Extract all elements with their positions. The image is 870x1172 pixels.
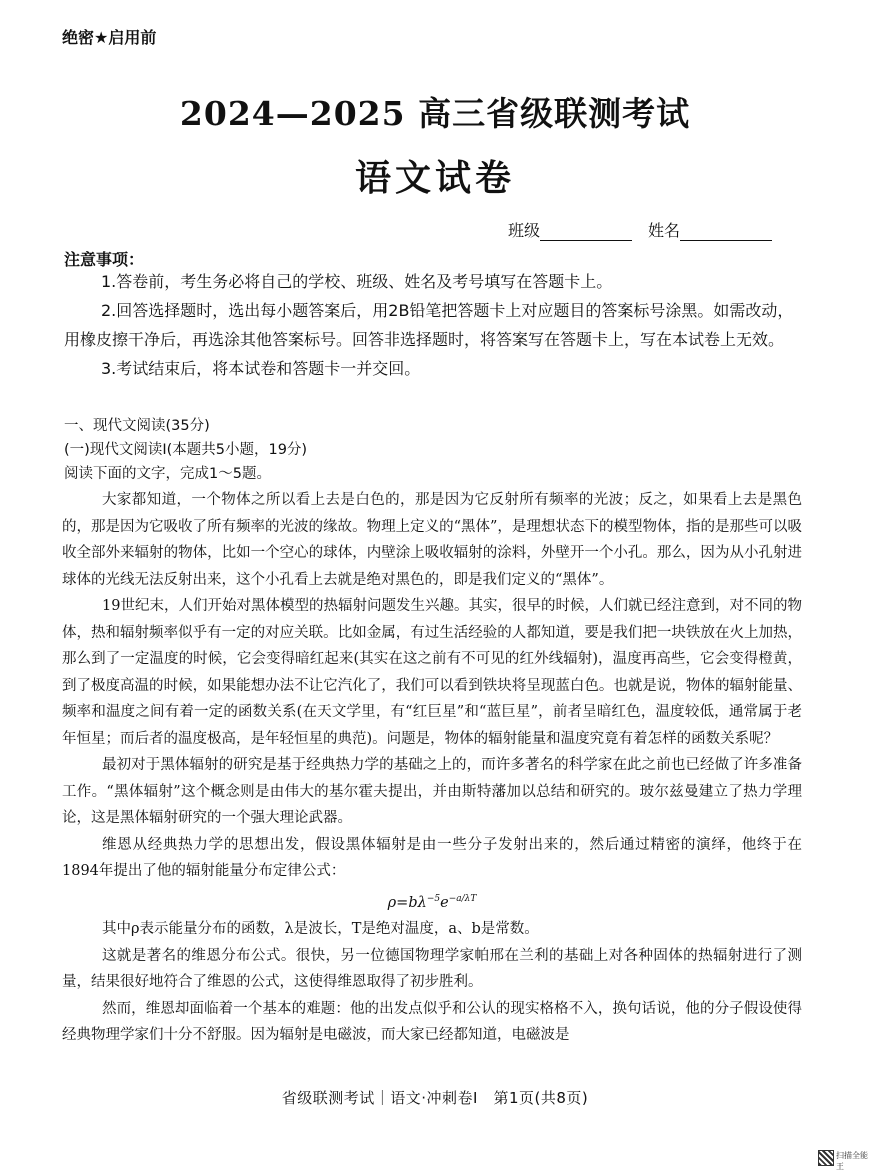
notice-list — [64, 267, 802, 383]
passage-paragraph: 大家都知道，一个物体之所以看上去是白色的，那是因为它反射所有频率的光波；反之，如果看上去是黑色的，那是因为它吸收了所有频率的光波的缘故。物理上定义的“黑体”，是理想状态下的模型物体，指的是那些可以吸收全部外来辐射的物体，比如一个空心的球体，内壁涂上吸收辐射的涂料，外壁开一个小孔。那么，因为从小孔射进球体的光线无法反射出来，这个小孔看上去就是绝对黑色的，即是我们定义的“黑体”。 — [62, 492, 802, 588]
confidential-label: 绝密★启用前 — [62, 28, 157, 47]
scanner-watermark: 扫描全能王 — [836, 1151, 868, 1171]
qr-code-icon — [818, 1150, 834, 1166]
student-info-row — [508, 218, 788, 241]
section-heading: 一、现代文阅读(35分) — [64, 418, 210, 434]
class-label: 班级 — [508, 221, 541, 240]
passage-paragraph: 维恩从经典热力学的思想出发，假设黑体辐射是由一些分子发射出来的，然后通过精密的演绎，他终于在1894年提出了他的辐射能量分布定律公式： — [62, 836, 802, 879]
passage-paragraph: 这就是著名的维恩分布公式。很快，另一位德国物理学家帕邢在兰利的基础上对各种固体的热辐射进行了测量，结果很好地符合了维恩的公式，这使得维恩取得了初步胜利。 — [62, 947, 802, 991]
notice-item: 2.回答选择题时，选出每小题答案后，用2B铅笔把答题卡上对应题目的答案标号涂黑。如需改动，用橡皮擦干净后，再选涂其他答案标号。回答非选择题时，将答案写在答题卡上，写在本试卷上无效。 — [64, 301, 794, 349]
name-label: 姓名 — [648, 221, 681, 240]
notice-item: 3.考试结束后，将本试卷和答题卡一并交回。 — [101, 359, 421, 378]
passage-paragraph: 其中ρ表示能量分布的函数，λ是波长，T是绝对温度，a、b是常数。 — [102, 921, 539, 938]
reading-passage — [62, 487, 802, 1049]
subsection-heading: (一)现代文阅读Ⅰ(本题共5小题，19分) — [64, 442, 308, 458]
subject-title: 语文试卷 — [354, 157, 515, 199]
name-blank — [680, 224, 772, 241]
wien-formula: $\rho=b\lambda^{-5}e^{-a/\lambda T}$ — [387, 893, 477, 911]
page-footer: 省级联测考试｜语文·冲刺卷Ⅰ 第1页(共8页) — [281, 1089, 589, 1107]
notice-item: 1.答卷前，考生务必将自己的学校、班级、姓名及考号填写在答题卡上。 — [101, 272, 613, 291]
exam-title: 2024—2025 高三省级联测考试 — [179, 94, 691, 133]
passage-paragraph: 19世纪末，人们开始对黑体模型的热辐射问题发生兴趣。其实，很早的时候，人们就已经注意到，对不同的物体，热和辐射频率似乎有一定的对应关联。比如金属，有过生活经验的人都知道，要是我们把一块铁放在火上加热，那么到了一定温度的时候，它会变得暗红起来(其实在这之前有不可见的红外线辐射)，温度再高些，它会变得橙黄，到了极度高温的时候，如果能想办法不让它汽化了，我们可以看到铁块将呈现蓝白色。也就是说，物体的辐射能量、频率和温度之间有着一定的函数关系(在天文学里，有“红巨星”和“蓝巨星”，前者呈暗红色，温度较低，通常属于老年恒星；而后者的温度极高，是年轻恒星的典范)。问题是，物体的辐射能量和温度究竟有着怎样的函数关系呢？ — [62, 598, 802, 747]
passage-paragraph: 然而，维恩却面临着一个基本的难题：他的出发点似乎和公认的现实格格不入，换句话说，他的分子假设使得经典物理学家们十分不舒服。因为辐射是电磁波，而大家已经都知道，电磁波是 — [62, 1000, 802, 1044]
notice-heading: 注意事项： — [64, 250, 145, 269]
passage-paragraph: 最初对于黑体辐射的研究是基于经典热力学的基础之上的，而许多著名的科学家在此之前也已经做了许多准备工作。“黑体辐射”这个概念则是由伟大的基尔霍夫提出，并由斯特藩加以总结和研究的。玻尔兹曼建立了热力学理论，这是黑体辐射研究的一个强大理论武器。 — [62, 757, 802, 826]
reading-instruction: 阅读下面的文字，完成1～5题。 — [64, 466, 271, 482]
class-blank — [540, 224, 632, 241]
